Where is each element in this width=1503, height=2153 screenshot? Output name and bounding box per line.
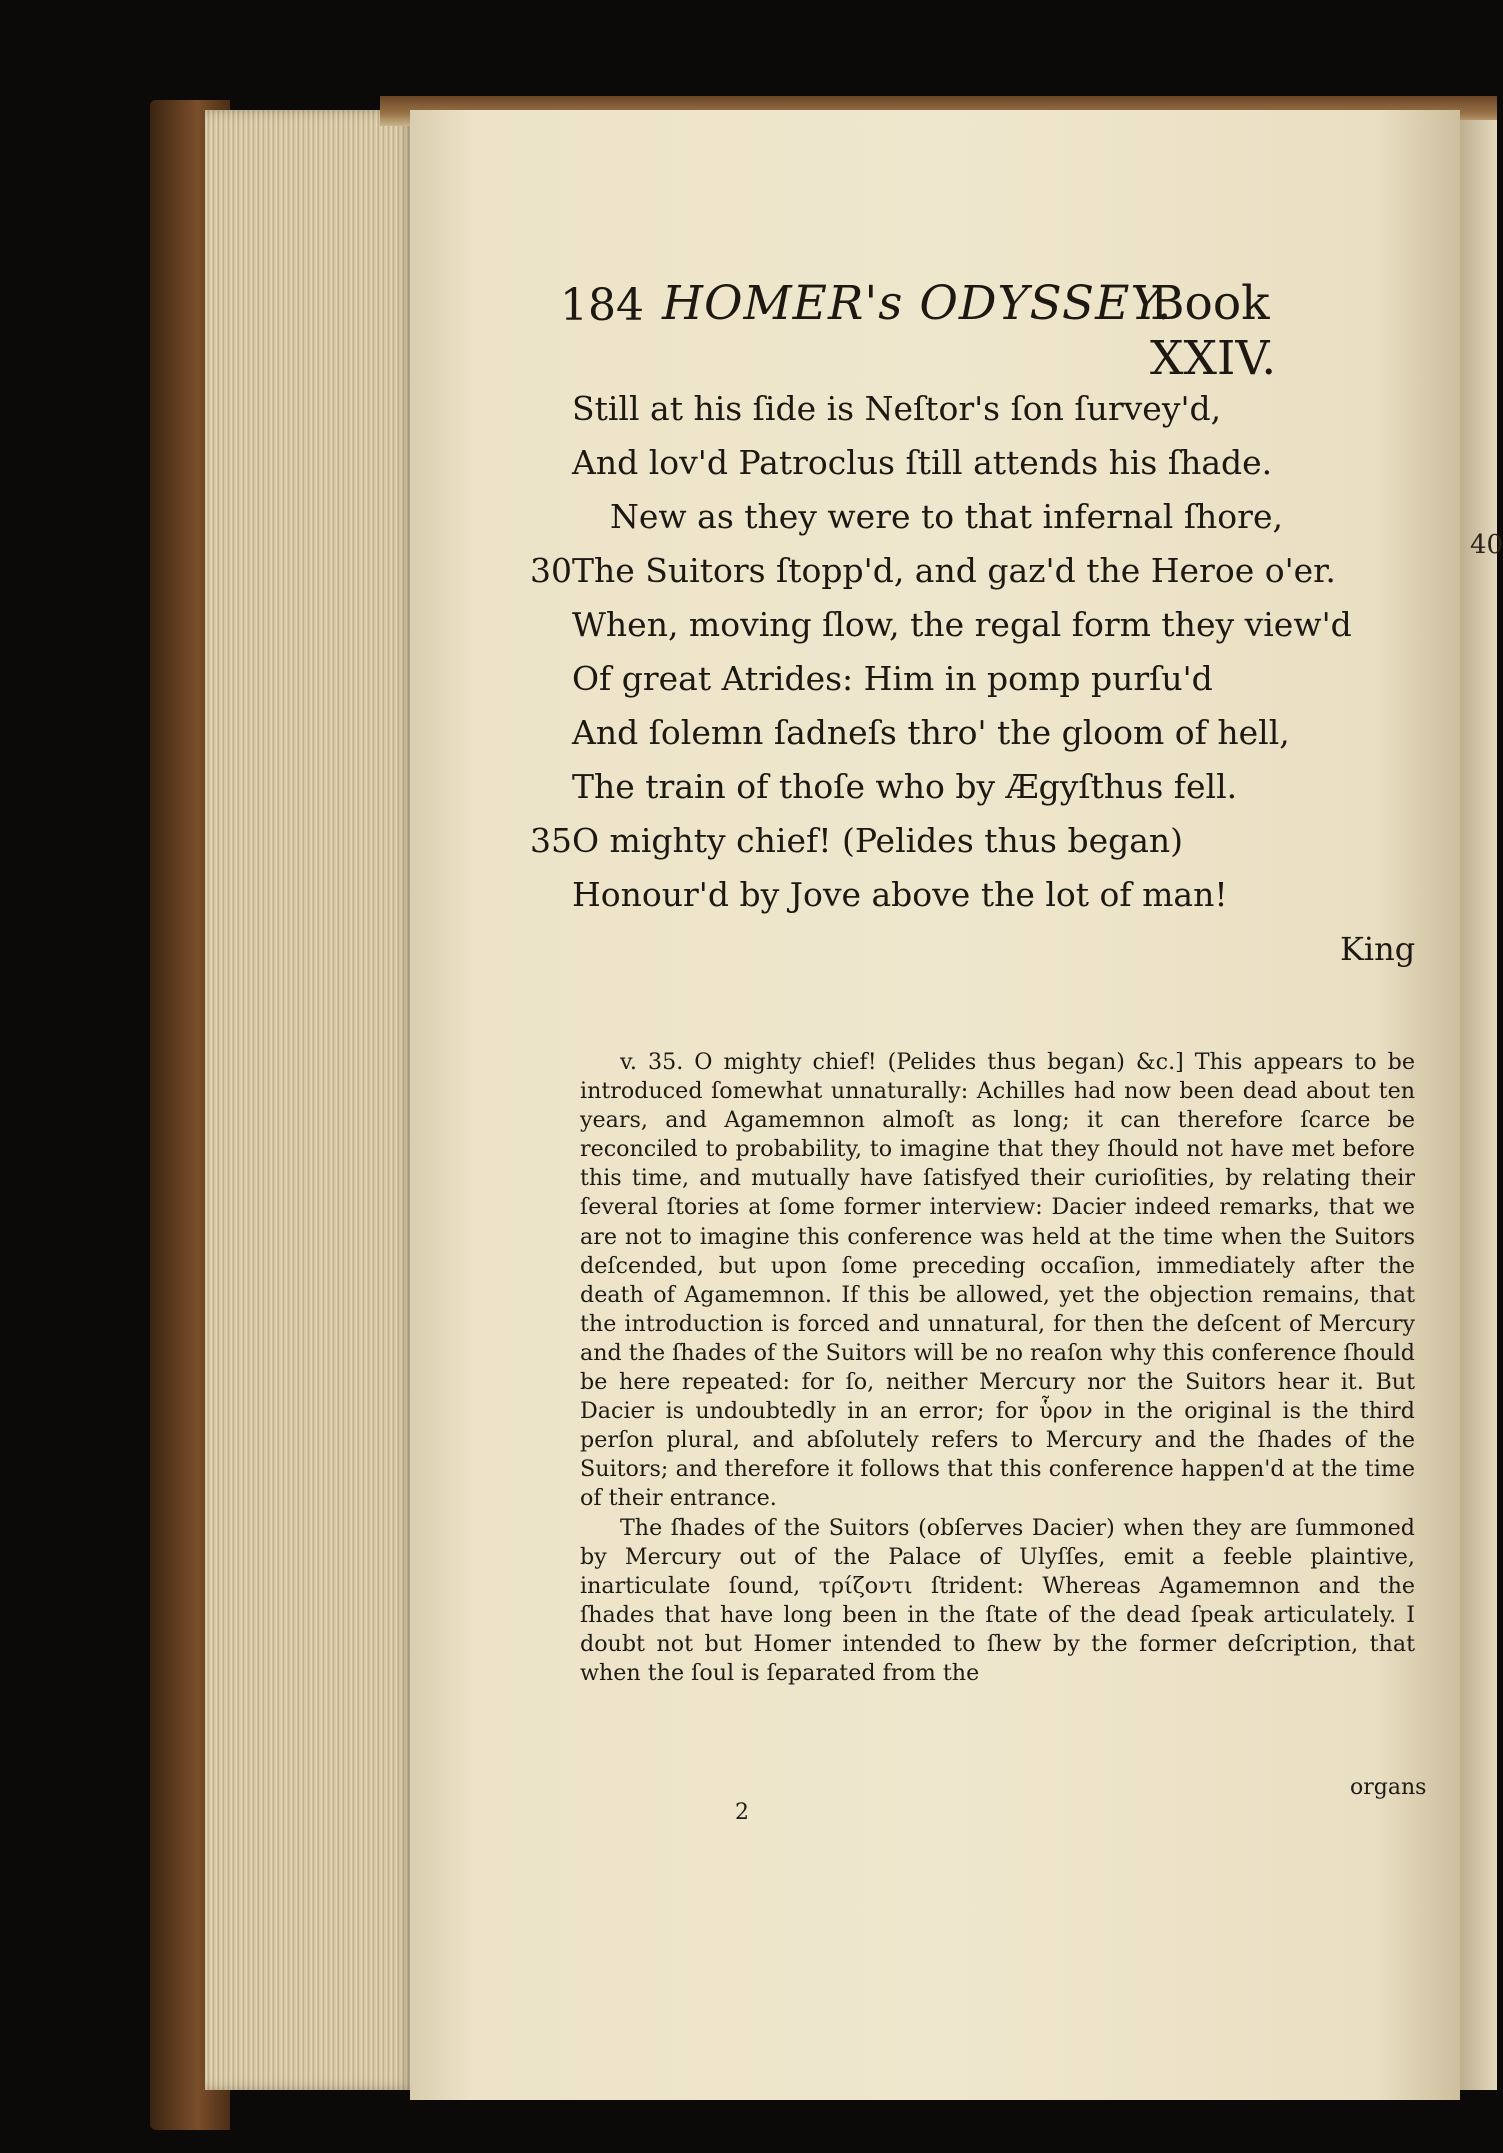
footnote <box>580 1048 1415 1688</box>
verse-text: The train of thoſe who by Ægyſthus fell. <box>572 767 1238 806</box>
footnote-catchword: organs <box>1350 1775 1427 1800</box>
verse-text: New as they were to that infernal ſhore, <box>610 497 1283 536</box>
verse-block <box>530 382 1430 922</box>
page-number: 184 <box>560 280 644 331</box>
verse-text: The Suitors ſtopp'd, and gaz'd the Heroe o'er. <box>572 551 1336 590</box>
verse-text: Of great Atrides: Him in pomp purſu'd <box>572 659 1213 698</box>
line-number: 30 <box>530 551 572 590</box>
running-title: HOMER's ODYSSEY. <box>662 276 1173 331</box>
verse-line <box>530 598 1430 652</box>
facing-page-line-number: 40 <box>1470 530 1503 560</box>
verse-text: O mighty chief! (Pelides thus began) <box>572 821 1184 860</box>
verse-line <box>530 490 1430 544</box>
verse-text: When, moving ſlow, the regal form they view'd <box>572 605 1352 644</box>
page-header <box>560 272 1410 386</box>
verse-text: Honour'd by Jove above the lot of man! <box>572 875 1228 914</box>
footnote-paragraph: The ſhades of the Suitors (obſerves Dacier) when they are ſummoned by Mercury out of the Palace of Ulyſſes, emit a feeble plaintive, inarticulate ſound, τρίζοντι ſtrident: Whereas Agamemnon and the ſhades that have long been in the ſtate of the dead ſpeak articulately. I doubt not but Homer intended to ſhew by the former deſcription, that when the ſoul is ſeparated from the <box>580 1514 1415 1686</box>
page-stack-edge <box>205 110 415 2090</box>
footnote-paragraph: v. 35. O mighty chief! (Pelides thus began) &c.] This appears to be introduced ſomewhat unnaturally: Achilles had now been dead about ten years, and Agamemnon almoſt as long; it can therefore ſcarce be reconciled to probability, to imagine that they ſhould not have met before this time, and mutually have ſatisfyed their curioſities, by relating their ſeveral ſtories at ſome former interview: Dacier indeed remarks, that we are not to imagine this conference was held at the time when the Suitors deſcended, but upon ſome preceding occaſion, immediately after the death of Agamemnon. If this be allowed, yet the objection remains, that the introduction is forced and unnatural, for then the deſcent of Mercury and the ſhades of the Suitors will be no reaſon why this conference ſhould be here repeated: for ſo, neither Mercury nor the Suitors hear it. But Dacier is undoubtedly in an error; for ὗρον in the original is the third perſon plural, and abſolutely refers to Mercury and the ſhades of the Suitors; and therefore it follows that this conference happen'd at the time of their entrance. <box>580 1049 1415 1512</box>
verse-line <box>530 382 1430 436</box>
verse-line <box>530 706 1430 760</box>
verse-line <box>530 544 1430 598</box>
verse-line <box>530 436 1430 490</box>
verse-text: And lov'd Patroclus ſtill attends his ſhade. <box>572 443 1273 482</box>
verse-line <box>530 652 1430 706</box>
verse-text: And ſolemn ſadneſs thro' the gloom of hell, <box>572 713 1290 752</box>
verse-line <box>530 760 1430 814</box>
facing-page-edge <box>1455 120 1497 2090</box>
verse-line <box>530 814 1430 868</box>
line-number: 35 <box>530 821 572 860</box>
signature-mark: 2 <box>735 1800 749 1825</box>
verse-catchword: King <box>1340 930 1416 968</box>
book-label: Book XXIV. <box>1150 276 1277 386</box>
verse-line <box>530 868 1430 922</box>
verse-text: Still at his ſide is Neſtor's ſon ſurvey'd, <box>572 389 1222 428</box>
